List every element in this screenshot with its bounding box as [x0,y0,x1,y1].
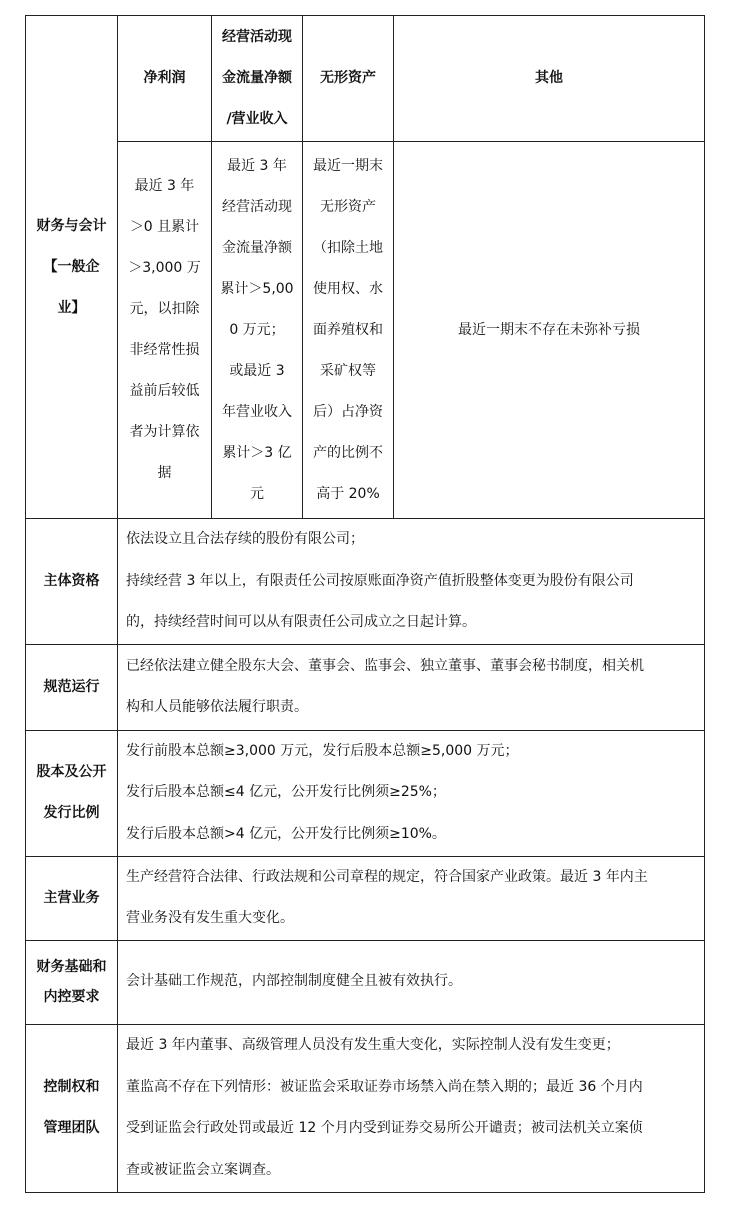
governance-line: 已经依法建立健全股东大会、董事会、监事会、独立董事、董事会秘书制度，相关机 [126,657,644,674]
control-line: 受到证监会行政处罚或最近 12 个月内受到证券交易所公开谴责；被司法机关立案侦 [126,1120,643,1136]
subject-line: 依法设立且合法存续的股份有限公司； [126,531,364,547]
net-profit-line: 益前后较低 [129,383,200,399]
net-profit-cell [118,142,212,519]
cashflow-line: 累计＞5,00 [220,280,294,297]
intangible-line: 采矿权等 [320,362,376,379]
accounting-label [26,940,118,1024]
subject-content [118,519,705,645]
capital-label-line: 股本及公开 [36,764,107,780]
net-profit-line: 者为计算依 [129,424,200,440]
finance-label-cell [26,16,118,519]
control-line: 最近 3 年内董事、高级管理人员没有发生重大变化，实际控制人没有发生变更； [126,1037,620,1053]
capital-line: 发行后股本总额≤4 亿元，公开发行比例须≥25%； [126,784,446,801]
subject-line: 的，持续经营时间可以从有限责任公司成立之日起计算。 [126,614,476,630]
net-profit-line: ＞3,000 万 [128,260,201,276]
capital-label [26,730,118,856]
intangible-line: 使用权、水 [313,280,383,297]
finance-label-line: 财务与会计 [36,217,107,234]
business-line: 生产经营符合法律、行政法规和公司章程的规定，符合国家产业政策。最近 3 年内主 [126,868,648,885]
capital-line: 发行后股本总额>4 亿元，公开发行比例须≥10%。 [126,825,446,842]
header-cashflow-line: 金流量净额 [222,70,292,86]
net-profit-line: ＞0 且累计 [129,219,200,235]
control-content [118,1024,705,1192]
capital-line: 发行前股本总额≥3,000 万元，发行后股本总额≥5,000 万元； [126,742,519,759]
control-label [26,1024,118,1192]
header-intangible: 无形资产 [303,16,394,142]
control-line: 董监高不存在下列情形：被证监会采取证券市场禁入尚在禁入期的；最近 36 个月内 [126,1078,643,1095]
cashflow-line: 或最近 3 [229,362,285,379]
subject-line: 持续经营 3 年以上，有限责任公司按原账面净资产值折股整体变更为股份有限公司 [126,572,634,589]
intangible-line: 面养殖权和 [313,321,383,338]
accounting-label-line: 内控要求 [43,989,100,1005]
cashflow-line: 元 [250,485,264,502]
finance-label-line: 【一般企 [43,258,100,275]
business-line: 营业务没有发生重大变化。 [126,910,294,926]
business-content [118,856,705,940]
header-cashflow [212,16,303,142]
net-profit-line: 据 [157,465,172,481]
control-label-line: 控制权和 [43,1079,100,1095]
accounting-line: 会计基础工作规范，内部控制制度健全且被有效执行。 [126,973,462,990]
capital-content [118,730,705,856]
cashflow-line: 0 万元； [229,321,285,338]
cashflow-line: 最近 3 年 [227,157,287,174]
governance-label: 规范运行 [26,644,118,730]
net-profit-line: 最近 3 年 [134,178,195,194]
governance-line: 构和人员能够依法履行职责。 [126,699,308,715]
cashflow-cell [212,142,303,519]
accounting-label-line: 财务基础和 [36,959,107,975]
intangible-line: 高于 20% [316,485,380,502]
cashflow-line: 金流量净额 [222,239,292,256]
ipo-requirements-table [25,15,705,1193]
capital-label-line: 发行比例 [43,805,100,821]
intangible-cell [303,142,394,519]
intangible-line: （扣除土地 [313,239,383,256]
header-other: 其他 [394,16,705,142]
cashflow-line: 经营活动现 [222,198,292,215]
header-net-profit: 净利润 [118,16,212,142]
cashflow-line: 年营业收入 [222,403,292,420]
control-line: 查或被证监会立案调查。 [126,1161,280,1178]
finance-label-line: 业】 [57,299,86,316]
header-cashflow-line: 经营活动现 [222,29,292,45]
accounting-content [118,940,705,1024]
header-cashflow-line: /营业收入 [226,111,288,127]
intangible-line: 无形资产 [320,198,376,215]
net-profit-line: 元，以扣除 [129,301,200,317]
intangible-line: 产的比例不 [313,444,383,461]
subject-label: 主体资格 [26,519,118,645]
business-label: 主营业务 [26,856,118,940]
intangible-line: 后）占净资 [313,403,383,420]
cashflow-line: 累计＞3 亿 [222,444,292,461]
net-profit-line: 非经常性损 [129,342,200,358]
control-label-line: 管理团队 [43,1120,100,1136]
intangible-line: 最近一期末 [313,157,383,174]
governance-content [118,644,705,730]
other-cell: 最近一期末不存在未弥补亏损 [394,142,705,519]
